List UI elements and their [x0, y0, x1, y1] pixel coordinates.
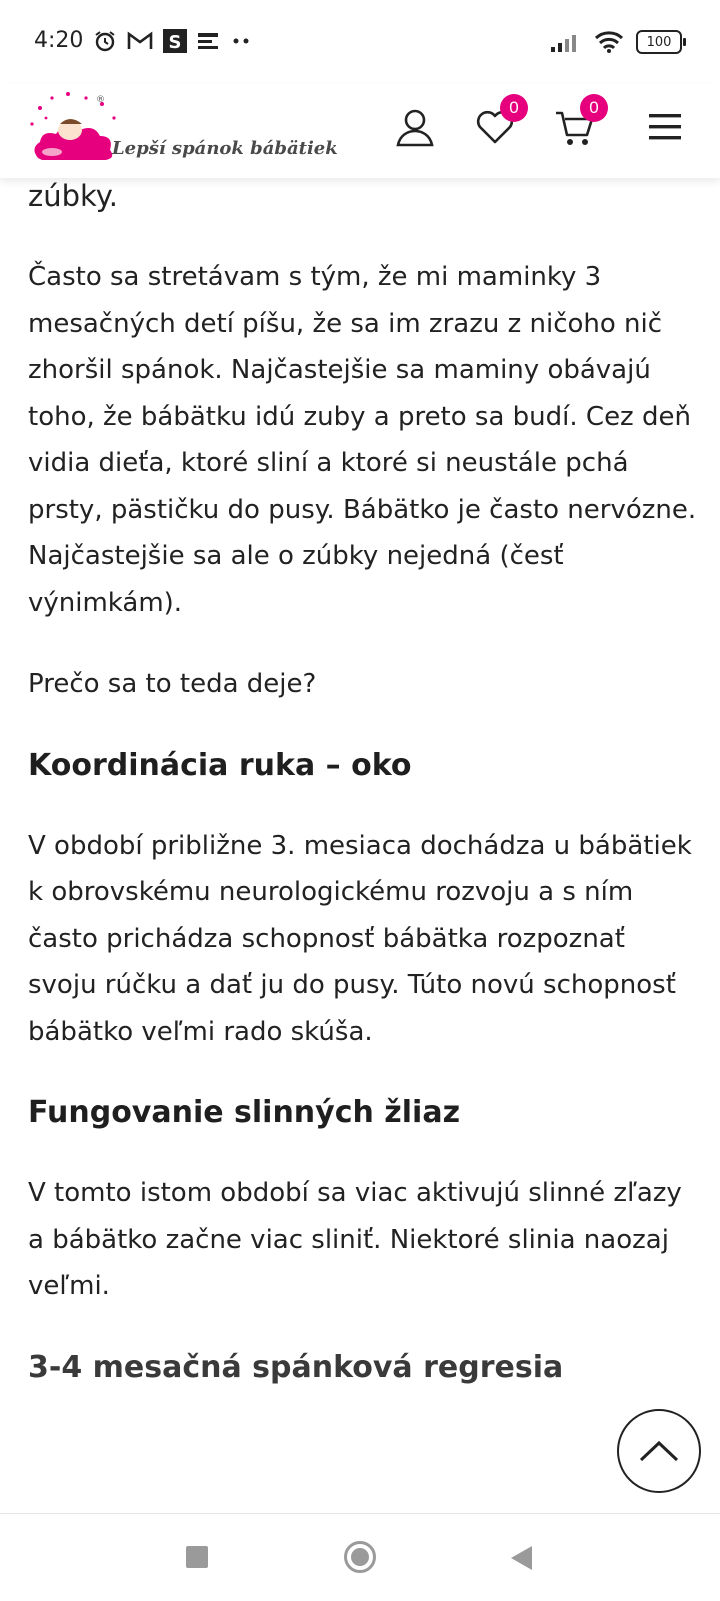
battery-level: 100: [646, 34, 672, 50]
user-icon: [395, 107, 435, 147]
paragraph: Prečo sa to teda deje?: [28, 669, 317, 699]
svg-text:S: S: [168, 31, 182, 53]
clock: 4:20: [34, 28, 84, 53]
paragraph: V období približne 3. mesiaca dochádza u bábätiek k obrovskému neurologickému rozvoju a s ním často prichádza schopnosť bábätka rozpoznať svoju rúčku a dať ju do pusy. Túto novú schopnosť bábätko veľmi rado skúša.: [28, 830, 692, 1047]
svg-text:®: ®: [96, 95, 105, 105]
paragraph-fragment: zúbky.: [28, 179, 119, 213]
section-heading: 3-4 mesačná spánková regresia: [28, 1349, 564, 1385]
cart-count-badge: 0: [580, 94, 608, 122]
alarm-icon: [93, 29, 117, 53]
back-button[interactable]: [508, 1544, 534, 1572]
wishlist-button[interactable]: [470, 98, 520, 152]
circle-home-icon: [343, 1540, 377, 1574]
hamburger-menu-icon: [647, 112, 683, 142]
article-body: [28, 170, 698, 1390]
gmail-icon: [127, 31, 153, 51]
signal-icon: [550, 31, 582, 53]
status-bar: [0, 0, 720, 84]
section-heading: Fungovanie slinných žliaz: [28, 1095, 461, 1130]
recents-button[interactable]: [184, 1544, 210, 1570]
wishlist-count-badge: 0: [500, 94, 528, 122]
account-button[interactable]: [390, 102, 440, 152]
home-button[interactable]: [343, 1540, 377, 1574]
notification-icon: [197, 31, 221, 51]
more-dots-icon: [231, 37, 253, 45]
cart-button[interactable]: [550, 98, 600, 152]
battery-icon: [636, 30, 682, 54]
system-navigation-bar: [0, 1513, 720, 1601]
site-header: [0, 84, 720, 178]
scroll-to-top-button[interactable]: [617, 1409, 701, 1493]
square-recents-icon: [184, 1544, 210, 1570]
paragraph: Často sa stretávam s tým, že mi maminky 3 mesačných detí píšu, že sa im zrazu z ničoho nič zhoršil spánok. Najčastejšie sa maminy obávajú toho, že bábätku idú zuby a preto sa budí. Cez deň vidia dieťa, ktoré sliní a ktoré si neustále pchá prsty, pästičku do pusy. Bábätko je často nervózne. Najčastejšie sa ale o zúbky nejedná (česť výnimkám).: [28, 262, 697, 618]
section-heading: Koordinácia ruka – oko: [28, 747, 412, 783]
s-app-icon: [163, 29, 187, 53]
wifi-icon: [594, 30, 624, 54]
chevron-up-icon: [637, 1438, 681, 1464]
triangle-back-icon: [508, 1544, 534, 1572]
menu-button[interactable]: [640, 102, 690, 152]
paragraph: V tomto istom období sa viac aktivujú slinné zľazy a bábätko začne viac sliniť. Niektoré slinia naozaj veľmi.: [28, 1178, 682, 1301]
logo-text: Lepší spánok bábätiek: [112, 138, 338, 159]
